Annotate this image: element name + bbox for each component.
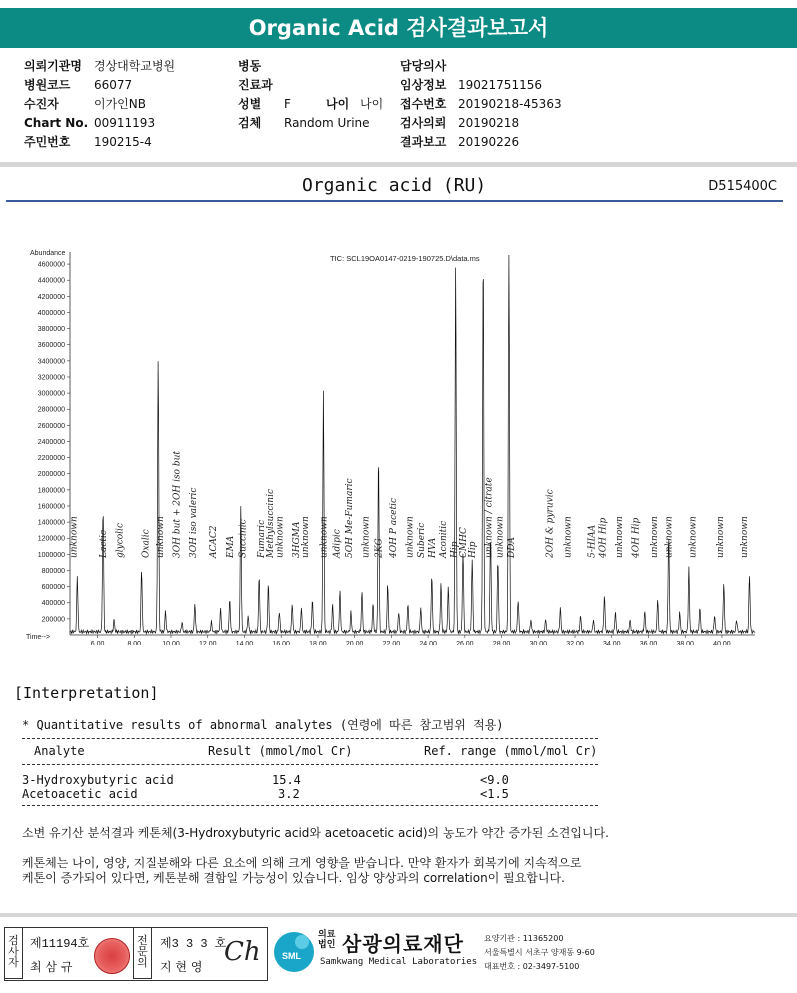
table-row-ref: <9.0: [480, 773, 509, 787]
org-name: 삼광의료재단: [342, 932, 464, 956]
patient-value: 이가인NB: [94, 97, 146, 111]
age-value: 나이: [360, 97, 384, 111]
sex-label: 성별: [238, 97, 262, 111]
chart-no-label: Chart No.: [24, 116, 89, 130]
table-header-rule: [22, 764, 598, 765]
col-result: Result (mmol/mol Cr): [208, 744, 353, 758]
org-phone: 대표번호 : 02-3497-5100: [484, 962, 580, 971]
peak-annotation: unknown: [301, 516, 312, 558]
peak-annotation: unknown: [615, 516, 626, 558]
y-tick-label: 3800000: [37, 326, 65, 334]
y-tick-label: 1000000: [37, 551, 65, 559]
org-logo-icon: [272, 930, 316, 974]
peak-annotation: Hip: [449, 541, 460, 558]
age-label: 나이: [326, 97, 350, 111]
physician-label: 담당의사: [400, 59, 447, 73]
table-row-result: 3.2: [278, 787, 300, 801]
x-tick-label: 40.00: [713, 641, 731, 645]
peak-annotation: unknown: [495, 516, 506, 558]
x-tick-label: 32.00: [566, 641, 584, 645]
peak-annotation: Methylsuccinic: [266, 488, 277, 558]
y-tick-label: 4600000: [37, 261, 65, 269]
y-tick-label: 3200000: [37, 374, 65, 382]
peak-annotation: 2KG: [374, 538, 385, 558]
specimen-value: Random Urine: [284, 116, 370, 130]
peak-annotation: Succinic: [238, 519, 249, 558]
peak-annotation: Fumaric: [256, 519, 267, 558]
department-label: 진료과: [238, 78, 273, 92]
y-tick-label: 1800000: [37, 487, 65, 495]
x-tick-label: 30.00: [529, 641, 548, 645]
peak-annotation: Oxalic: [141, 529, 152, 558]
peak-annotation: glycolic: [115, 523, 126, 558]
specialist-signature: Ch: [224, 937, 261, 967]
request-date-label: 검사의뢰: [400, 116, 447, 130]
peak-annotation: 3HGMA: [291, 521, 302, 558]
y-tick-label: 3400000: [37, 358, 65, 366]
institution-label: 의뢰기관명: [24, 59, 82, 73]
accession-value: 20190218-45363: [458, 97, 562, 111]
x-tick-label: 16.00: [272, 641, 290, 645]
peak-annotation: ACAC2: [209, 525, 220, 558]
interpretation-section: [14, 684, 774, 702]
x-tick-label: 6.00: [90, 641, 105, 645]
peak-annotation: unknown: [69, 516, 80, 558]
y-tick-label: 1400000: [37, 519, 65, 527]
interpretation-comment-2b: 케톤이 증가되어 있다면, 케톤분해 결함일 가능성이 있습니다. 임상 양상과의 correlation이 필요합니다.: [22, 871, 565, 885]
y-tick-label: 4000000: [37, 309, 65, 317]
y-tick-label: 3000000: [37, 390, 65, 398]
header-divider: [0, 162, 797, 167]
col-analyte: Analyte: [34, 744, 85, 758]
specialist-label-cell: [133, 927, 152, 979]
examiner-seal: [94, 938, 130, 974]
table-bottom-rule: [22, 805, 598, 806]
peak-annotation: CMHC: [459, 527, 470, 558]
x-tick-label: 38.00: [676, 641, 694, 645]
peak-annotation: 2OH & pyruvic: [545, 489, 556, 558]
interpretation-comment-2a: 케톤체는 나이, 영양, 지질분해와 다른 요소에 의해 크게 영향을 받습니다. 만약 환자가 회복기에 지속적으로: [22, 856, 582, 870]
x-tick-label: 18.00: [309, 641, 327, 645]
ward-label: 병동: [238, 59, 262, 73]
chart-title: TIC: SCL19OA0147-0219-190725.D\data.ms: [330, 254, 480, 263]
examiner-license-no: 제11194호: [30, 937, 90, 951]
peak-annotation: Aconitic: [438, 520, 449, 558]
specialist-label: 전문의: [137, 934, 148, 969]
chromatogram: [20, 240, 760, 645]
table-row-analyte: 3-Hydroxybutyric acid: [22, 773, 174, 787]
clinical-info-value: 19021751156: [458, 78, 542, 92]
peak-annotation: unknown: [405, 516, 416, 558]
report-heading: [0, 175, 797, 201]
chromatogram-trace: [70, 255, 755, 634]
examiner-label-cell: [4, 927, 23, 979]
y-tick-label: 400000: [41, 600, 65, 608]
y-tick-label: 3600000: [37, 342, 65, 350]
org-address: 서울특별시 서초구 양재동 9-60: [484, 948, 595, 957]
x-tick-label: 14.00: [235, 641, 254, 645]
y-tick-label: 600000: [41, 584, 65, 592]
x-tick-label: 34.00: [602, 641, 621, 645]
peak-annotation: 5-HIAA: [587, 524, 598, 558]
peak-annotation: Suberic: [416, 522, 427, 558]
y-tick-label: 2800000: [37, 406, 65, 414]
y-tick-label: 2000000: [37, 471, 65, 479]
y-tick-label: 1600000: [37, 503, 65, 511]
chart-xlabel: Time-->: [26, 634, 51, 641]
accession-label: 접수번호: [400, 97, 447, 111]
chromatogram-svg: [20, 240, 760, 645]
specialist-name: 지 현 영: [160, 960, 203, 974]
interpretation-subtitle: * Quantitative results of abnormal analytes (연령에 따른 참고범위 적용): [22, 718, 504, 732]
org-legal-prefix: 의료법인: [318, 930, 336, 950]
peak-annotation: unknown: [319, 516, 330, 558]
interpretation-heading: [Interpretation]: [14, 684, 159, 702]
examiner-label: 검사자: [8, 934, 19, 969]
chart-ylabel: Abundance: [30, 250, 66, 257]
peak-annotation: unknown: [155, 516, 166, 558]
org-english-name: Samkwang Medical Laboratories: [320, 957, 478, 967]
peak-annotation: HVA: [427, 537, 438, 558]
interpretation-comment-1: 소변 유기산 분석결과 케톤체(3-Hydroxybutyric acid와 acetoacetic acid)의 농도가 약간 증가된 소견입니다.: [22, 826, 609, 840]
table-row-analyte: Acetoacetic acid: [22, 787, 138, 801]
x-tick-label: 8.00: [127, 641, 142, 645]
peak-annotation: unknown: [649, 516, 660, 558]
chart-no-value: 00911193: [94, 116, 156, 130]
examiner-name: 최 삼 규: [30, 960, 73, 974]
peak-annotation: unknown / citrate: [484, 477, 495, 558]
peak-annotation: unknown: [563, 516, 574, 558]
report-date-label: 결과보고: [400, 135, 447, 149]
request-date-value: 20190218: [458, 116, 520, 130]
report-date-value: 20190226: [458, 135, 520, 149]
footer-divider: [0, 913, 797, 917]
institution-value: 경상대학교병원: [94, 59, 176, 73]
table-top-rule: [22, 738, 598, 739]
x-tick-label: 10.00: [162, 641, 180, 645]
peak-annotation: unknown: [275, 516, 286, 558]
table-row-result: 15.4: [272, 773, 301, 787]
col-ref-range: Ref. range (mmol/mol Cr): [424, 744, 598, 758]
patient-label: 수진자: [24, 97, 59, 111]
sex-value: F: [284, 97, 291, 111]
y-tick-label: 200000: [41, 616, 65, 624]
peak-annotation: 3OH iso valeric: [189, 487, 200, 558]
y-tick-label: 4400000: [37, 277, 65, 285]
x-tick-label: 12.00: [198, 641, 217, 645]
y-tick-label: 2400000: [37, 438, 65, 446]
peak-annotation: 3OH but + 2OH iso but: [172, 450, 183, 558]
hospital-code-value: 66077: [94, 78, 133, 92]
y-tick-label: 800000: [41, 567, 65, 575]
y-tick-label: 4200000: [37, 293, 65, 301]
specimen-label: 검체: [238, 116, 262, 130]
y-tick-label: 2200000: [37, 455, 65, 463]
resident-no-label: 주민번호: [24, 135, 71, 149]
table-row-ref: <1.5: [480, 787, 509, 801]
peak-annotation: unknown: [739, 516, 750, 558]
peak-annotation: 4OH Hip: [631, 517, 642, 558]
report-heading-underline: [6, 200, 783, 202]
peak-annotation: unknown: [664, 516, 675, 558]
peak-annotation: unknown: [361, 516, 372, 558]
x-tick-label: 22.00: [382, 641, 401, 645]
peak-annotation: 4OH P acetic: [389, 498, 400, 558]
org-logo: [272, 930, 316, 974]
report-test-code: D515400C: [708, 179, 777, 194]
y-tick-label: 1200000: [37, 535, 65, 543]
resident-no-value: 190215-4: [94, 135, 152, 149]
x-tick-label: 24.00: [419, 641, 437, 645]
x-tick-label: 20.00: [345, 641, 364, 645]
y-tick-label: 2600000: [37, 422, 65, 430]
peak-annotation: unknown: [688, 516, 699, 558]
org-institution-code: 요양기관 : 11365200: [484, 934, 564, 943]
x-tick-label: 26.00: [456, 641, 474, 645]
org-logo-text: SML: [282, 951, 301, 961]
peak-annotation: 4OH Hip: [598, 517, 609, 558]
report-test-name: Organic acid (RU): [302, 175, 487, 196]
peak-annotation: Adipic: [332, 529, 343, 558]
clinical-info-label: 임상정보: [400, 78, 447, 92]
peak-annotation: unknown: [716, 516, 727, 558]
x-tick-label: 36.00: [639, 641, 658, 645]
x-tick-label: 28.00: [492, 641, 511, 645]
peak-annotation: DDA: [506, 537, 517, 558]
peak-annotation: 5OH Me-Fumaric: [345, 478, 356, 558]
peak-annotation: Lactic: [99, 530, 110, 558]
report-title-banner: Organic Acid 검사결과보고서: [0, 8, 797, 48]
hospital-code-label: 병원코드: [24, 78, 71, 92]
peak-annotation: EMA: [225, 535, 236, 558]
peak-annotation: Hip: [468, 541, 479, 558]
specialist-license-no: 제3 3 3 호: [160, 937, 227, 951]
